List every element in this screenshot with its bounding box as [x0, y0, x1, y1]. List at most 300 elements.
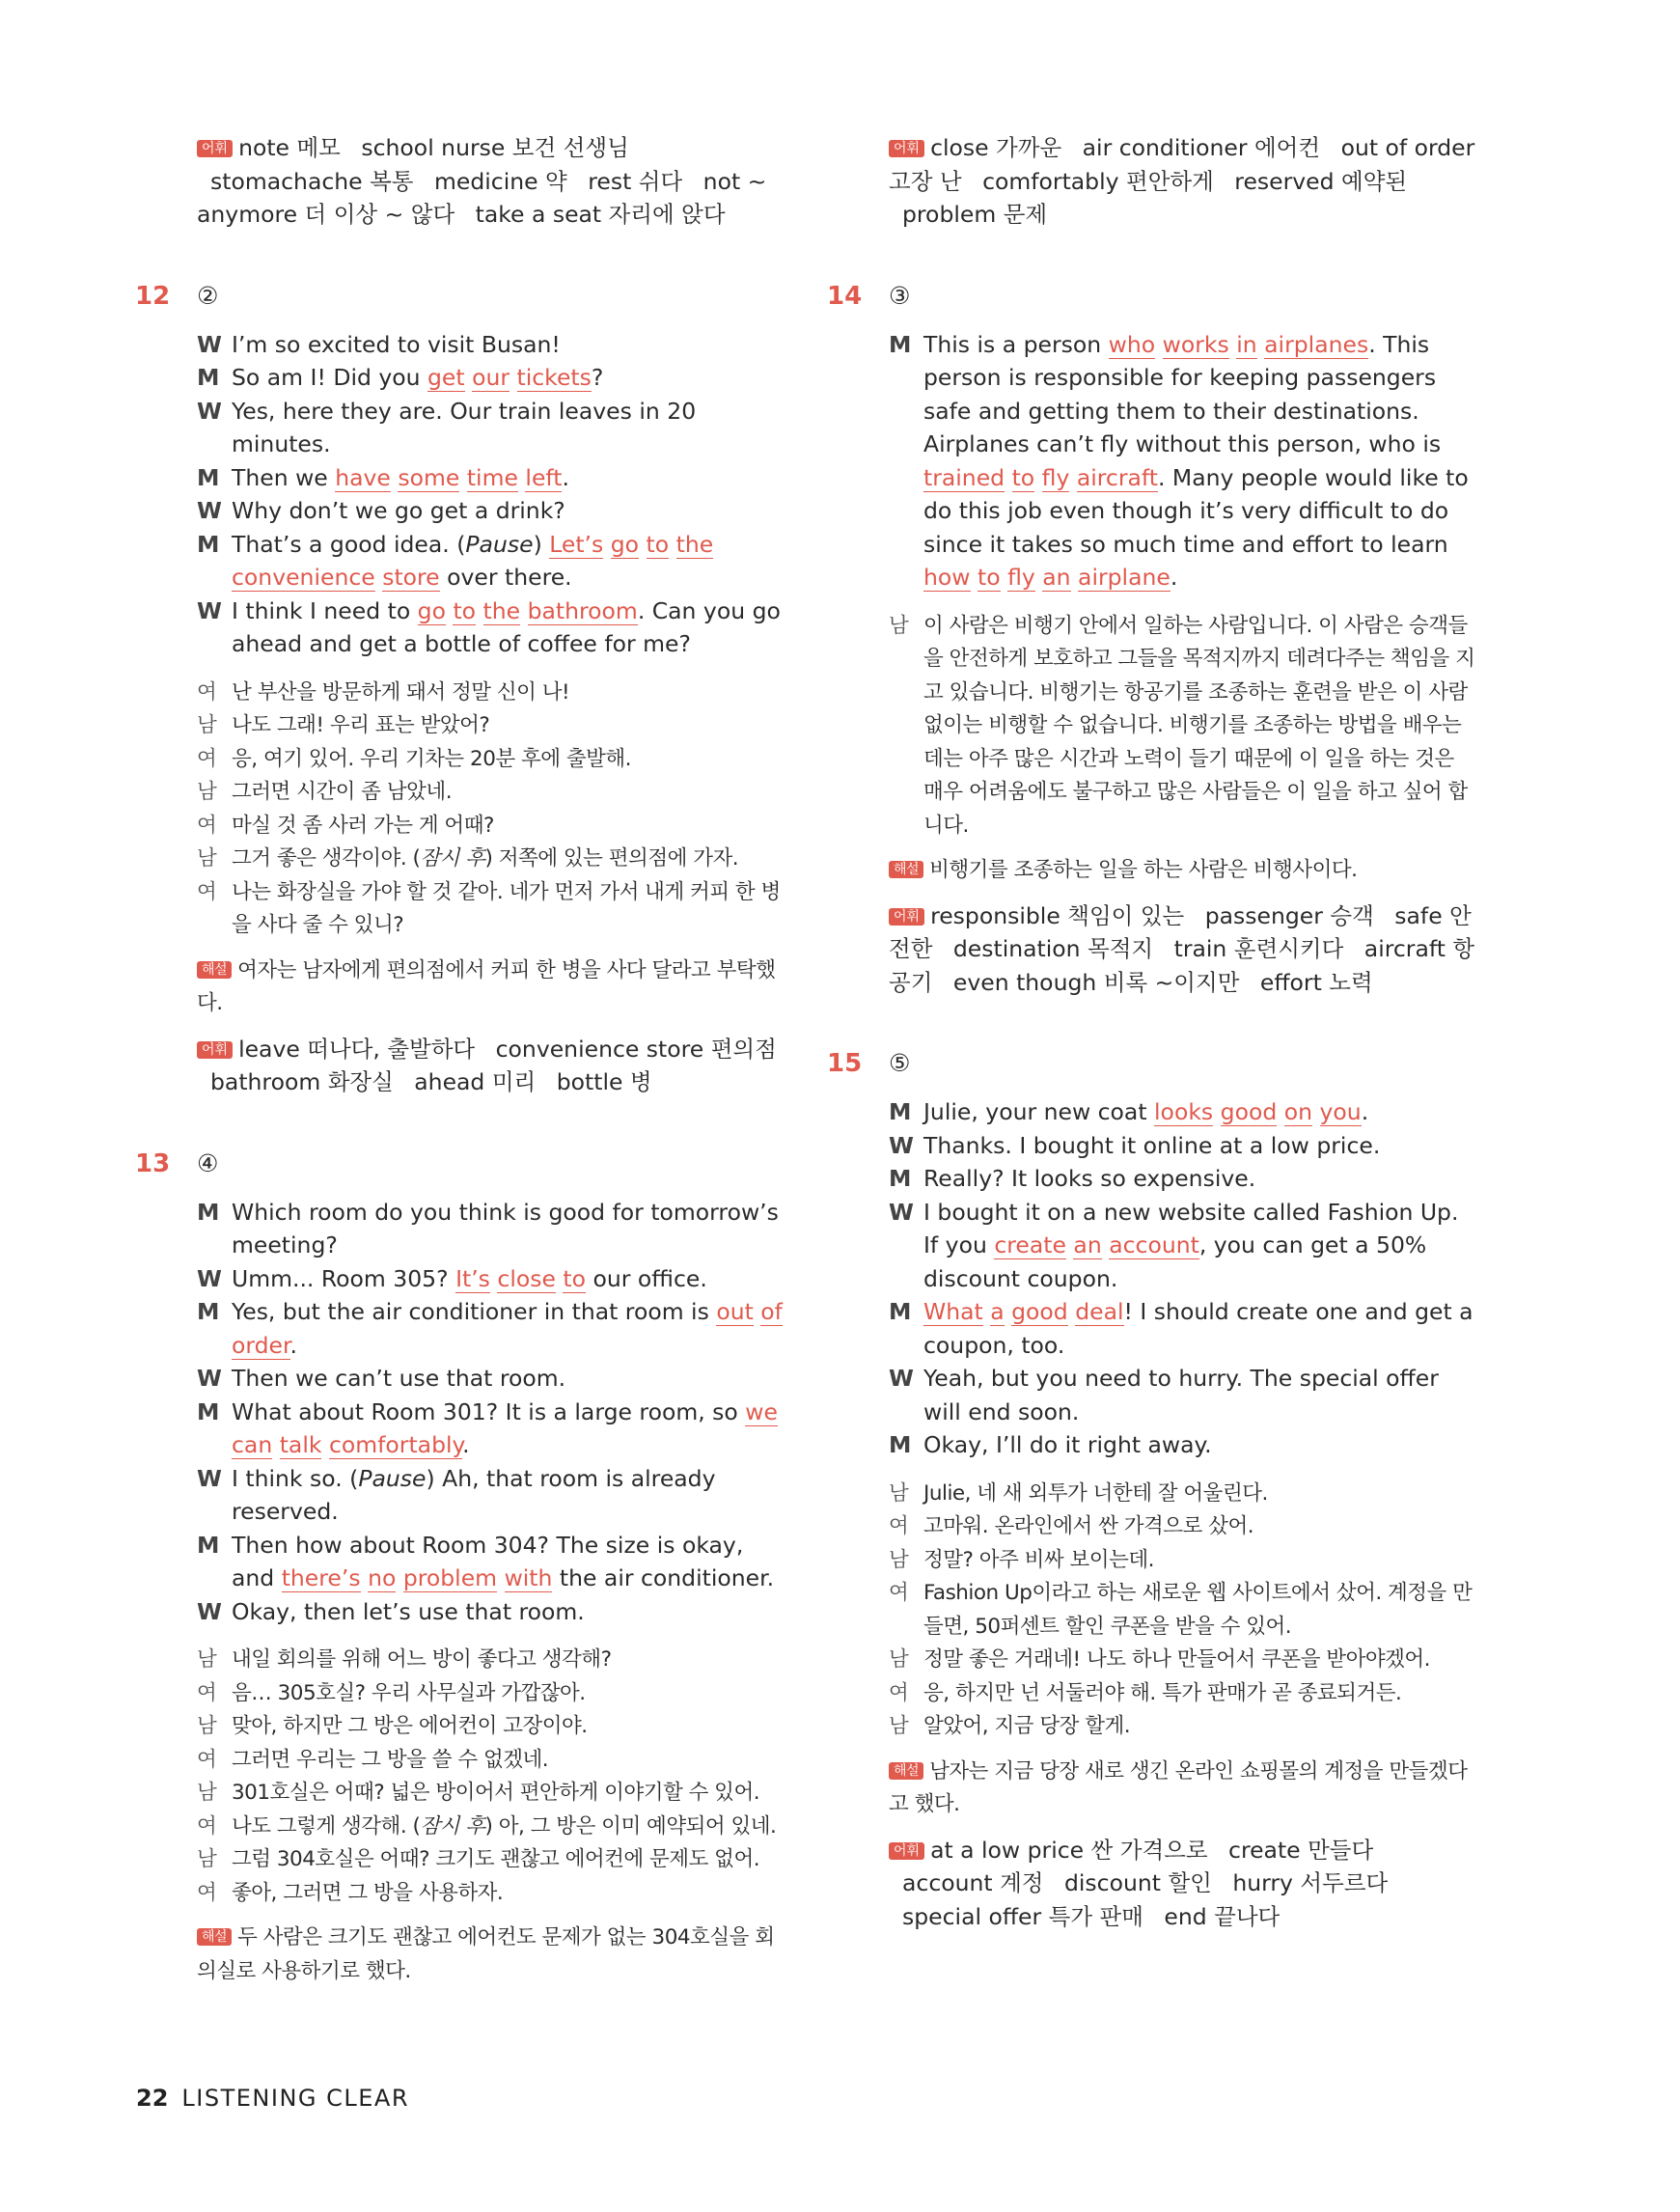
answer-mark: ②	[197, 281, 219, 310]
english-monologue	[889, 328, 1477, 594]
blank-answer: talk	[279, 1431, 322, 1458]
speaker-label: M	[197, 1397, 220, 1425]
dialogue-line	[889, 1362, 1477, 1428]
blank-answer: bathroom	[527, 596, 638, 624]
dialogue-line	[197, 1710, 785, 1744]
dialogue-line	[197, 709, 785, 743]
vocab-item: medicine 약	[433, 167, 567, 195]
blank-answer: convenience	[232, 564, 375, 591]
dialogue-line	[889, 610, 1477, 843]
dialogue-line	[197, 1262, 785, 1296]
dialogue-line	[889, 1577, 1477, 1644]
line-text: Then we can’t use that room.	[232, 1365, 566, 1392]
line-text: 맞아, 하지만 그 방은 에어컨이 고장이야.	[232, 1714, 588, 1738]
english-dialogue	[197, 1196, 785, 1629]
line-text	[1005, 1298, 1011, 1325]
dialogue-line	[197, 1877, 785, 1911]
blank-answer: to	[453, 596, 477, 624]
korean-translation	[197, 1644, 785, 1910]
line-text: So am I! Did you	[232, 364, 428, 391]
dialogue-line	[197, 528, 785, 594]
book-title: LISTENING CLEAR	[181, 2085, 410, 2112]
right-column	[827, 131, 1477, 1933]
blank-answer: go	[610, 530, 640, 558]
explanation	[889, 1756, 1477, 1822]
dialogue-line	[197, 876, 785, 943]
line-text: 알았어, 지금 당장 할게.	[923, 1714, 1131, 1738]
blank-answer: comfortably	[328, 1431, 463, 1458]
blank-answer: good	[1220, 1098, 1278, 1125]
blank-answer: Let’s	[549, 530, 604, 558]
blank-answer: an	[1042, 564, 1071, 591]
question-number: 14	[827, 281, 863, 311]
question-15	[827, 1047, 1477, 1933]
line-text	[639, 531, 646, 558]
dialogue-line	[889, 1162, 1477, 1196]
blank-answer: What	[923, 1298, 983, 1325]
dialogue-line	[889, 1644, 1477, 1677]
vocab-item: convenience store 편의점	[495, 1035, 777, 1063]
blank-answer: fly	[1041, 463, 1070, 491]
explanation-tag: 해설	[889, 861, 923, 878]
blank-answer: works	[1162, 330, 1229, 358]
line-text	[1213, 1098, 1220, 1125]
line-text	[1155, 331, 1162, 358]
speaker-label: M	[889, 1431, 912, 1458]
vocab-14	[889, 899, 1477, 1000]
speaker-label: 여	[197, 679, 217, 705]
line-text: 내일 회의를 위해 어느 방이 좋다고 생각해?	[232, 1647, 612, 1672]
speaker-label: 여	[889, 1581, 909, 1605]
line-text	[1071, 564, 1078, 591]
dialogue-line	[197, 1295, 785, 1362]
speaker-label: 남	[197, 780, 217, 804]
speaker-label: 남	[889, 1647, 909, 1672]
vocab-item: aircraft 항공기	[889, 935, 1475, 996]
vocab-item: destination 목적지	[952, 935, 1154, 962]
line-text: over there.	[439, 564, 572, 591]
line-text	[396, 1564, 402, 1591]
blank-answer: fly	[1007, 564, 1035, 591]
vocab-15	[889, 1834, 1477, 1934]
question-number: 12	[135, 281, 171, 311]
speaker-label: W	[197, 1597, 222, 1625]
line-text	[497, 1564, 504, 1591]
line-text	[272, 1431, 279, 1458]
vocab-item: bathroom 화장실	[210, 1068, 394, 1095]
dialogue-line	[889, 1677, 1477, 1711]
line-text: , you can get a 50% discount coupon.	[923, 1231, 1427, 1292]
line-text: 나도 그래! 우리 표는 받았어?	[232, 713, 490, 737]
speaker-label: M	[889, 1165, 912, 1192]
dialogue-line	[197, 1644, 785, 1677]
vocab-12	[197, 1033, 785, 1099]
dialogue-line	[889, 1129, 1477, 1163]
line-text	[510, 364, 516, 391]
speaker-label: W	[889, 1198, 914, 1226]
dialogue-line	[889, 1295, 1477, 1362]
vocab-item: effort 노력	[1259, 968, 1373, 996]
vocab-item: rest 쉬다	[588, 167, 683, 195]
dialogue-line	[197, 843, 785, 876]
dialogue-line	[889, 1544, 1477, 1578]
explanation	[197, 1922, 785, 1988]
vocab-tag: 어휘	[197, 1041, 233, 1059]
line-text: 301호실은 어때? 넓은 방이어서 편안하게 이야기할 수 있어.	[232, 1781, 760, 1805]
line-text: Which room do you think is good for tomorrow’s meeting?	[232, 1198, 779, 1258]
dialogue-line	[197, 395, 785, 461]
blank-answer: create	[994, 1231, 1066, 1258]
vocab-item: hurry 서두르다	[1232, 1869, 1389, 1896]
line-text: 응, 하지만 넌 서둘러야 해. 특가 판매가 곧 종료되거든.	[923, 1680, 1402, 1705]
line-text: Julie, 네 새 외투가 너한테 잘 어울린다.	[923, 1480, 1268, 1506]
dialogue-line	[889, 1710, 1477, 1744]
explanation-tag: 해설	[889, 1762, 923, 1780]
vocab-list	[889, 134, 1474, 228]
line-text: 고마워. 온라인에서 싼 가격으로 샀어.	[923, 1514, 1254, 1538]
dialogue-line	[197, 677, 785, 710]
vocab-item: stomachache 복통	[210, 167, 414, 195]
speaker-label: 남	[889, 1547, 909, 1572]
speaker-label: W	[197, 596, 222, 624]
line-text: I think I need to	[232, 596, 418, 624]
dialogue-line	[889, 1510, 1477, 1544]
blank-answer: to	[1011, 463, 1035, 491]
vocab-list	[197, 1036, 777, 1096]
line-text: .	[1361, 1098, 1369, 1125]
blank-answer: can	[232, 1431, 273, 1458]
line-text: Really? It looks so expensive.	[923, 1165, 1256, 1192]
line-text: That’s a good idea. (	[232, 530, 466, 558]
line-text: Yes, but the air conditioner in that room is	[232, 1298, 717, 1325]
blank-answer: looks	[1154, 1098, 1214, 1125]
vocab-item: end 끝나다	[1164, 1902, 1281, 1930]
english-dialogue	[197, 328, 785, 661]
blank-answer: airplane	[1078, 564, 1170, 591]
speaker-label: M	[197, 1198, 220, 1226]
dialogue-line	[197, 1362, 785, 1396]
explanation-text: 남자는 지금 당장 새로 생긴 온라인 쇼핑몰의 계정을 만들겠다고 했다.	[889, 1758, 1468, 1816]
line-text: . This person is responsible for keeping passengers safe and getting them to their destinations. Airplanes can’t fly without this person, who is	[923, 330, 1442, 457]
dialogue-line	[197, 743, 785, 777]
vocab-item: special offer 특가 판매	[902, 1902, 1143, 1930]
vocab-item: take a seat 자리에 앉다	[475, 201, 726, 228]
question-14	[827, 280, 1477, 1000]
dialogue-line	[197, 594, 785, 661]
line-text: 잠시 후	[420, 846, 485, 871]
vocab-item: close 가까운	[930, 134, 1062, 161]
blank-answer: close	[497, 1264, 556, 1292]
explanation-text: 여자는 남자에게 편의점에서 커피 한 병을 사다 달라고 부탁했다.	[197, 957, 776, 1015]
line-text	[669, 531, 675, 558]
line-text: Fashion Up이라고 하는 새로운 웹 사이트에서 샀어. 계정을 만들면, 50퍼센트 할인 쿠폰을 받을 수 있어.	[923, 1581, 1473, 1639]
speaker-label: 남	[197, 846, 217, 871]
vocab-list	[889, 1837, 1388, 1930]
blank-answer: have	[335, 463, 391, 491]
line-text: 그러면 우리는 그 방을 쓸 수 없겠네.	[232, 1747, 549, 1772]
speaker-label: M	[889, 330, 912, 358]
vocab-item: even though 비록 ~이지만	[952, 968, 1240, 996]
line-text	[361, 1564, 368, 1591]
line-text: .	[562, 463, 569, 491]
speaker-label: 여	[197, 879, 217, 904]
line-text: 나도 그렇게 생각해. (	[232, 1813, 421, 1839]
line-text	[476, 597, 482, 624]
line-text: ) 아, 그 방은 이미 예약되어 있네.	[484, 1813, 777, 1839]
left-column	[135, 131, 785, 1988]
vocab-11	[197, 131, 785, 232]
line-text	[971, 564, 978, 591]
line-text: 이 사람은 비행기 안에서 일하는 사람입니다. 이 사람은 승객들을 안전하게 보호하고 그들을 목적지까지 데려다주는 책임을 지고 있습니다. 비행기는 항공기를 조종하는 훈련을 받은 이 사람 없이는 비행할 수 없습니다. 비행기를 조종하는 방법을 배우는 데는 아주 많은 시간과 노력이 들기 때문에 이 일을 하는 것은 매우 어려움에도 불구하고 많은 사람들은 이 일을 하고 싶어 합니다.	[923, 613, 1475, 838]
line-text: ?	[591, 364, 604, 391]
line-text: Then how about Room 304? The size is okay, and	[232, 1531, 744, 1591]
vocab-item: comfortably 편안하게	[982, 167, 1214, 195]
line-text: . Many people would like to do this job even though it’s very difficult to do since it takes so much time and effort to learn	[923, 463, 1469, 558]
vocab-tag: 어휘	[889, 908, 924, 926]
line-text: ! I should create one and get a coupon, too.	[923, 1298, 1473, 1359]
speaker-label: W	[197, 1365, 222, 1392]
vocab-item: create 만들다	[1228, 1836, 1374, 1864]
line-text: 나는 화장실을 가야 할 것 같아. 네가 먼저 가서 내게 커피 한 병을 사다 줄 수 있니?	[232, 879, 781, 937]
vocab-item: note 메모	[238, 134, 341, 161]
line-text	[465, 364, 472, 391]
line-text	[1277, 1098, 1283, 1125]
vocab-item: discount 할인	[1063, 1869, 1212, 1896]
line-text	[520, 597, 527, 624]
line-text	[1005, 464, 1011, 491]
blank-answer: we	[745, 1397, 778, 1425]
line-text: the air conditioner.	[552, 1564, 775, 1591]
speaker-label: 여	[197, 1813, 217, 1839]
line-text: 응, 여기 있어. 우리 기차는 20분 후에 출발해.	[232, 746, 632, 771]
speaker-label: 여	[197, 1747, 217, 1772]
line-text: 정말? 아주 비싸 보이는데.	[923, 1547, 1154, 1572]
explanation-text: 두 사람은 크기도 괜찮고 에어컨도 문제가 없는 304호실을 회의실로 사용하기로 했다.	[197, 1925, 775, 1983]
blank-answer: problem	[402, 1564, 498, 1591]
speaker-label: M	[197, 530, 220, 558]
speaker-label: 여	[197, 1880, 217, 1905]
blank-answer: airplanes	[1264, 330, 1369, 358]
blank-answer: in	[1236, 330, 1257, 358]
vocab-item: at a low price 싼 가격으로	[930, 1836, 1208, 1864]
line-text: Okay, then let’s use that room.	[232, 1597, 585, 1625]
line-text: This is a person	[923, 330, 1109, 358]
blank-answer: our	[472, 364, 510, 391]
blank-answer: go	[417, 596, 446, 624]
line-text: 좋아, 그러면 그 방을 사용하자.	[232, 1880, 504, 1905]
english-dialogue	[889, 1095, 1477, 1462]
line-text	[1312, 1098, 1319, 1125]
blank-answer: order	[232, 1331, 290, 1359]
line-text: I’m so excited to visit Busan!	[232, 330, 561, 358]
blank-answer: some	[398, 463, 460, 491]
vocab-item: reserved 예약된	[1234, 167, 1408, 195]
line-text: 마실 것 좀 사러 가는 게 어때?	[232, 813, 494, 838]
blank-answer: on	[1283, 1098, 1313, 1125]
vocab-item: train 훈련시키다	[1173, 935, 1344, 962]
blank-answer: an	[1073, 1231, 1102, 1258]
dialogue-line	[197, 461, 785, 495]
dialogue-line	[197, 776, 785, 810]
vocab-item: safe 안전한	[889, 901, 1472, 962]
line-text: .	[1170, 564, 1178, 591]
blank-answer: trained	[923, 463, 1005, 491]
dialogue-line	[197, 810, 785, 843]
dialogue-line	[197, 1462, 785, 1529]
page-number: 22	[136, 2085, 169, 2112]
blank-answer: how	[923, 564, 971, 591]
speaker-label: M	[197, 463, 220, 491]
vocab-13	[889, 131, 1477, 232]
answer-mark: ⑤	[889, 1049, 911, 1077]
speaker-label: M	[197, 1531, 220, 1559]
vocab-item: ahead 미리	[414, 1068, 537, 1095]
speaker-label: W	[197, 330, 222, 358]
question-12	[135, 280, 785, 1099]
speaker-label: W	[197, 497, 222, 524]
vocab-item: air conditioner 에어컨	[1082, 134, 1321, 161]
blank-answer: out	[716, 1298, 754, 1325]
line-text	[1034, 464, 1041, 491]
dialogue-line	[889, 328, 1477, 594]
line-text: 그러면 시간이 좀 남았네.	[232, 780, 453, 804]
blank-answer: no	[368, 1564, 397, 1591]
line-text: Yes, here they are. Our train leaves in 20 minutes.	[232, 397, 697, 457]
blank-answer: with	[504, 1564, 553, 1591]
vocab-list	[197, 134, 766, 228]
blank-answer: store	[382, 564, 440, 591]
line-text: Okay, I’ll do it right away.	[923, 1431, 1212, 1458]
speaker-label: M	[197, 364, 220, 391]
line-text: .	[289, 1331, 297, 1359]
blank-answer: who	[1108, 330, 1156, 358]
explanation	[889, 854, 1477, 888]
dialogue-line	[889, 1428, 1477, 1462]
line-text: Thanks. I bought it online at a low price.	[923, 1131, 1381, 1159]
speaker-label: 여	[197, 746, 217, 771]
line-text: Then we	[232, 463, 336, 491]
speaker-label: W	[197, 1264, 222, 1292]
dialogue-line	[197, 1777, 785, 1811]
line-text	[603, 531, 610, 558]
blank-answer: to	[563, 1264, 587, 1292]
line-text: 음… 305호실? 우리 사무실과 가깝잖아.	[232, 1680, 586, 1705]
line-text: 난 부산을 방문하게 돼서 정말 신이 나!	[232, 679, 570, 705]
blank-answer: It’s	[455, 1264, 490, 1292]
explanation-tag: 해설	[197, 1928, 232, 1946]
vocab-item: responsible 책임이 있는	[930, 901, 1185, 929]
blank-answer: you	[1319, 1098, 1362, 1125]
question-number: 15	[827, 1049, 863, 1078]
speaker-label: 남	[197, 1781, 217, 1805]
speaker-label: W	[197, 1464, 222, 1492]
blank-answer: tickets	[516, 364, 592, 391]
blank-answer: the	[482, 596, 521, 624]
blank-answer: to	[646, 530, 670, 558]
korean-translation	[197, 677, 785, 943]
vocab-item: problem 문제	[902, 201, 1048, 228]
vocab-item: not ~ anymore 더 이상 ~ 않다	[197, 167, 767, 228]
speaker-label: 여	[197, 1680, 217, 1705]
dialogue-line	[197, 328, 785, 362]
speaker-label: W	[889, 1365, 914, 1392]
vocab-tag: 어휘	[889, 140, 924, 157]
speaker-label: 남	[197, 1647, 217, 1672]
blank-answer: left	[525, 463, 563, 491]
dialogue-line	[197, 1811, 785, 1844]
dialogue-line	[197, 1396, 785, 1462]
page-footer	[136, 2085, 409, 2112]
line-text: Julie, your new coat	[923, 1098, 1155, 1125]
blank-answer: time	[466, 463, 518, 491]
line-text: 정말 좋은 거래네! 나도 하나 만들어서 쿠폰을 받아야겠어.	[923, 1647, 1430, 1672]
dialogue-line	[889, 1478, 1477, 1511]
answer-mark: ③	[889, 281, 911, 310]
speaker-label: 남	[197, 1847, 217, 1871]
vocab-item: bottle 병	[556, 1068, 652, 1095]
blank-answer: aircraft	[1076, 463, 1158, 491]
speaker-label: 남	[889, 1480, 909, 1506]
dialogue-line	[197, 1677, 785, 1711]
blank-answer: deal	[1075, 1298, 1124, 1325]
line-text: 그럼 304호실은 어때? 크기도 괜찮고 에어컨에 문제도 없어.	[232, 1847, 760, 1871]
vocab-item: school nurse 보건 선생님	[361, 134, 629, 161]
dialogue-line	[197, 1529, 785, 1595]
vocab-tag: 어휘	[197, 140, 233, 157]
line-text: I bought it on a new website called Fashion Up. If you	[923, 1198, 1459, 1258]
speaker-label: 남	[889, 1714, 909, 1738]
question-13	[135, 1147, 785, 1989]
speaker-label: M	[889, 1298, 912, 1325]
speaker-label: M	[889, 1098, 912, 1125]
vocab-item: leave 떠나다, 출발하다	[238, 1035, 476, 1063]
blank-answer: get	[427, 364, 465, 391]
blank-answer: good	[1011, 1298, 1068, 1325]
korean-translation	[889, 610, 1477, 843]
line-text: 잠시 후	[420, 1813, 485, 1839]
dialogue-line	[197, 1595, 785, 1629]
line-text	[1001, 564, 1007, 591]
vocab-item: out of order 고장 난	[889, 134, 1475, 195]
blank-answer: account	[1109, 1231, 1199, 1258]
line-text: Umm... Room 305?	[232, 1264, 456, 1292]
blank-answer: the	[675, 530, 714, 558]
line-text: ) 저쪽에 있는 편의점에 가자.	[484, 846, 739, 871]
line-text: )	[533, 530, 550, 558]
dialogue-line	[197, 1196, 785, 1262]
speaker-label: M	[197, 1298, 220, 1325]
speaker-label: 남	[889, 613, 909, 638]
line-text	[321, 1431, 328, 1458]
line-text: What about Room 301? It is a large room, so	[232, 1397, 746, 1425]
blank-answer: a	[990, 1298, 1005, 1325]
explanation-tag: 해설	[197, 961, 232, 979]
dialogue-line	[197, 1744, 785, 1778]
blank-answer: to	[977, 564, 1001, 591]
vocab-item: passenger 승객	[1204, 901, 1374, 929]
speaker-label: W	[889, 1131, 914, 1159]
explanation	[197, 954, 785, 1021]
vocab-tag: 어휘	[889, 1842, 924, 1860]
dialogue-line	[889, 1095, 1477, 1129]
line-text: Why don’t we go get a drink?	[232, 497, 565, 524]
answer-mark: ④	[197, 1148, 219, 1177]
korean-translation	[889, 1478, 1477, 1744]
speaker-label: W	[197, 397, 222, 425]
line-text	[459, 464, 466, 491]
line-text: .	[462, 1431, 470, 1458]
blank-answer: there’s	[281, 1564, 361, 1591]
